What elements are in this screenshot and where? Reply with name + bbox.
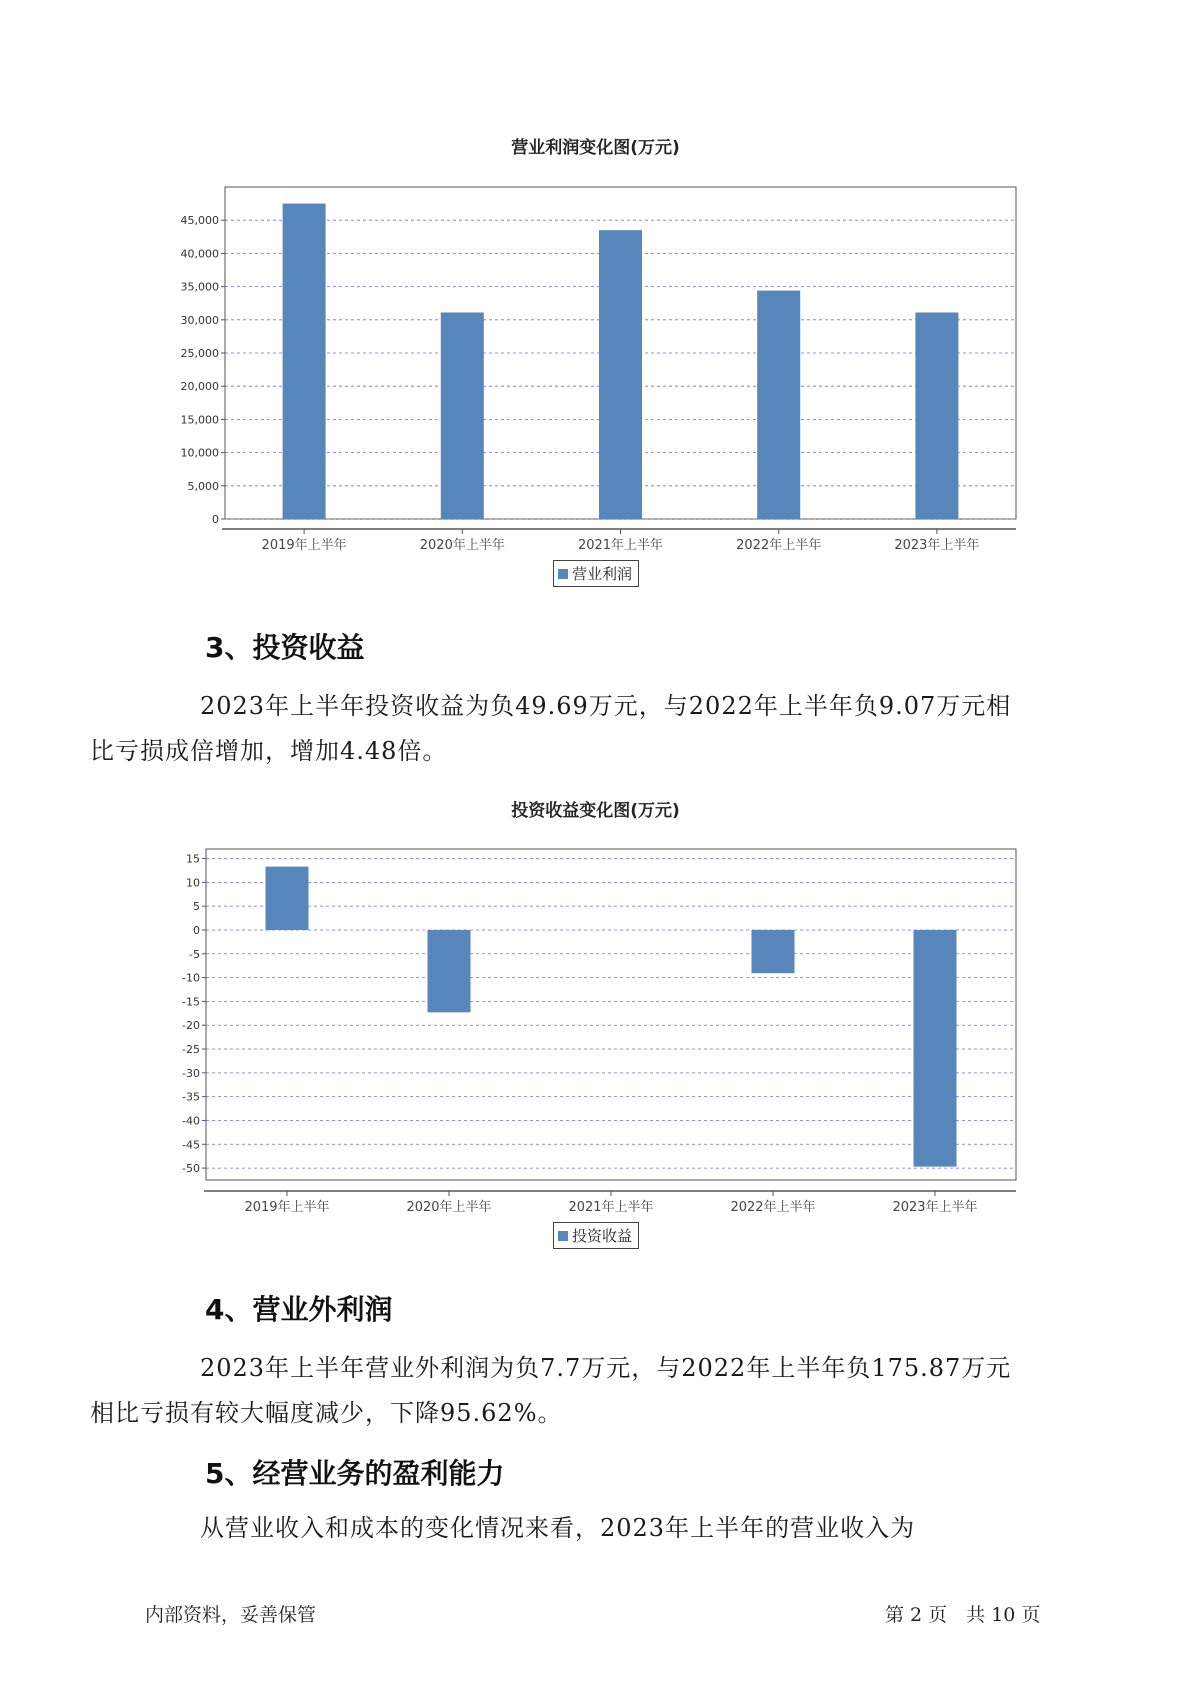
chart2-x-tick-label: 2022年上半年	[730, 1200, 816, 1215]
chart2-y-tick-label: -35	[182, 1090, 200, 1104]
chart1-x-tick-label: 2021年上半年	[577, 538, 664, 553]
chart2-title: 投资收益变化图(万元)	[511, 801, 680, 821]
chart2-bar	[266, 867, 309, 930]
chart1-x-tick-label: 2023年上半年	[894, 538, 980, 553]
chart2-y-tick-label: 10	[186, 876, 200, 890]
chart1-y-tick-label: 5,000	[187, 479, 219, 493]
chart1-y-tick-label: 30,000	[180, 313, 219, 327]
chart1-title: 营业利润变化图(万元)	[511, 138, 680, 158]
chart2-y-tick-label: -15	[182, 995, 200, 1009]
footer-page-number: 第 2 页 共 10 页	[885, 1604, 1041, 1626]
chart2-x-tick-label: 2023年上半年	[892, 1200, 978, 1215]
chart2-y-tick-label: -20	[182, 1019, 200, 1033]
section-4-heading: 4、营业外利润	[205, 1293, 393, 1326]
chart2-y-tick-label: -30	[182, 1066, 200, 1080]
chart1-y-tick-label: 40,000	[180, 247, 219, 261]
chart2-legend	[553, 1222, 639, 1249]
section-4-line-2: 相比亏损有较大幅度减少，下降95.62%。	[90, 1399, 563, 1427]
chart2-y-tick-label: 15	[186, 852, 200, 866]
section-4-line-1: 2023年上半年营业外利润为负7.7万元，与2022年上半年负175.87万元	[200, 1354, 1012, 1382]
footer-confidential-note: 内部资料，妥善保管	[145, 1604, 317, 1626]
section-5-line-1: 从营业收入和成本的变化情况来看，2023年上半年的营业收入为	[200, 1514, 916, 1542]
chart2-bar	[914, 930, 957, 1167]
section-3-heading: 3、投资收益	[205, 631, 365, 664]
chart2-y-tick-label: 0	[193, 923, 200, 937]
chart1-y-tick-label: 20,000	[180, 380, 219, 394]
legend-swatch-icon	[558, 1231, 568, 1241]
chart1-y-tick-label: 45,000	[180, 214, 219, 228]
chart1-legend-label: 营业利润	[572, 565, 633, 583]
chart1-x-tick-label: 2020年上半年	[419, 538, 505, 553]
chart2-x-tick-label: 2019年上半年	[244, 1200, 330, 1215]
chart1-y-tick-label: 10,000	[180, 446, 219, 460]
chart2-bar	[752, 930, 795, 973]
chart2-x-tick-label: 2021年上半年	[568, 1200, 654, 1215]
chart1-y-tick-label: 0	[212, 513, 219, 526]
chart2-y-tick-label: -50	[182, 1162, 200, 1176]
chart2-y-tick-label: -40	[182, 1114, 200, 1128]
section-3-line-2: 比亏损成倍增加，增加4.48倍。	[90, 737, 448, 765]
section-3-line-1: 2023年上半年投资收益为负49.69万元，与2022年上半年负9.07万元相	[200, 692, 1012, 720]
chart2-y-tick-label: -5	[189, 947, 200, 961]
chart2-y-tick-label: -25	[182, 1043, 200, 1057]
chart1-x-tick-label: 2019年上半年	[261, 538, 347, 553]
chart2-y-tick-label: 5	[193, 900, 200, 914]
chart2-y-tick-label: -10	[182, 971, 200, 985]
chart2-legend-label: 投资收益	[572, 1227, 633, 1245]
section-5-heading: 5、经营业务的盈利能力	[205, 1457, 505, 1490]
chart1-y-tick-label: 25,000	[180, 347, 219, 360]
chart2-bar	[428, 930, 471, 1012]
chart1-x-tick-label: 2022年上半年	[736, 538, 822, 553]
section-4-paragraph	[90, 1346, 1057, 1436]
chart1-y-tick-label: 15,000	[180, 413, 219, 427]
section-5-paragraph	[145, 1506, 1057, 1551]
chart2-x-tick-label: 2020年上半年	[406, 1200, 492, 1215]
chart2-plot-frame	[206, 849, 1016, 1180]
chart1-y-tick-label: 35,000	[180, 280, 219, 294]
chart2-y-tick-label: -45	[182, 1138, 200, 1152]
